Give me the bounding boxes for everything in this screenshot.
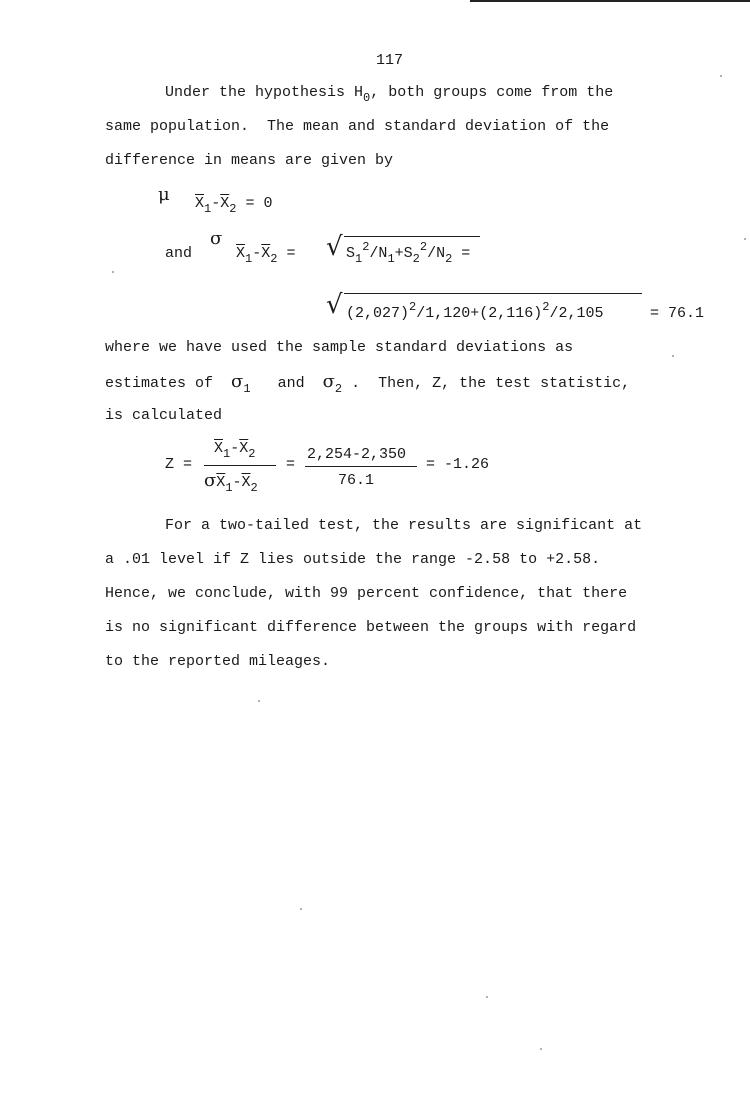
- sqrt-vinculum-1: [344, 236, 480, 237]
- sqrt-symbol-2: √: [326, 290, 343, 320]
- para3-line4: is no significant difference between the groups with regard: [105, 619, 637, 636]
- scan-speck: [258, 700, 260, 702]
- equation-sd-radicand: $S_1^2/N_1+S_2^2/N_2$ =: [346, 240, 471, 266]
- scan-speck: [540, 1048, 542, 1050]
- scan-speck: [112, 271, 114, 273]
- z-equals: =: [286, 456, 296, 473]
- equation-sd-left: $\overline{X}_1-\overline{X}_2$ =: [236, 245, 296, 266]
- z-denominator-values: 76.1: [338, 472, 375, 489]
- para1-line1: Under the hypothesis $H_0$, both groups come from the: [165, 84, 614, 105]
- z-values-fraction-bar: [305, 466, 417, 467]
- para3-line5: to the reported mileages.: [105, 653, 331, 670]
- para3-line1: For a two-tailed test, the results are significant at: [165, 517, 643, 534]
- scan-speck: [300, 908, 302, 910]
- para3-line3: Hence, we conclude, with 99 percent confidence, that there: [105, 585, 628, 602]
- top-rule: [470, 0, 750, 2]
- para3-line2: a .01 level if Z lies outside the range -2.58 to +2.58.: [105, 551, 601, 568]
- z-numerator: $\overline{X}_1-\overline{X}_2$: [214, 440, 256, 461]
- z-numerator-values: 2,254-2,350: [307, 446, 407, 463]
- scan-speck: [720, 75, 722, 77]
- para2-line3: is calculated: [105, 407, 223, 424]
- z-result: = -1.26: [426, 456, 490, 473]
- equation-sd-result: = 76.1: [650, 305, 705, 322]
- sigma-symbol: σ: [210, 228, 223, 249]
- scan-speck: [672, 355, 674, 357]
- z-label: Z =: [165, 456, 193, 473]
- scan-speck: [486, 996, 488, 998]
- z-fraction-bar: [204, 465, 276, 466]
- para1-line2: same population. The mean and standard deviation of the: [105, 118, 610, 135]
- para1-line3: difference in means are given by: [105, 152, 394, 169]
- z-denominator: $\sigma\overline{X}_1-\overline{X}_2$: [204, 470, 258, 495]
- para2-line1: where we have used the sample standard deviations as: [105, 339, 574, 356]
- scan-speck: [744, 238, 746, 240]
- equation-sd-values: $(2,027)^2/1,120+(2,116)^2/2,105$: [346, 300, 604, 322]
- equation-mean: $\overline{X}_1-\overline{X}_2 = 0$: [195, 195, 273, 216]
- and-label: and: [165, 245, 193, 262]
- page-number: 117: [376, 52, 404, 69]
- mu-symbol: μ: [158, 184, 170, 205]
- sqrt-vinculum-2: [344, 293, 642, 294]
- para2-line2: estimates of $\sigma_1$ and $\sigma_2$ . Then, Z, the test statistic,: [105, 371, 631, 396]
- sqrt-symbol-1: √: [326, 232, 343, 262]
